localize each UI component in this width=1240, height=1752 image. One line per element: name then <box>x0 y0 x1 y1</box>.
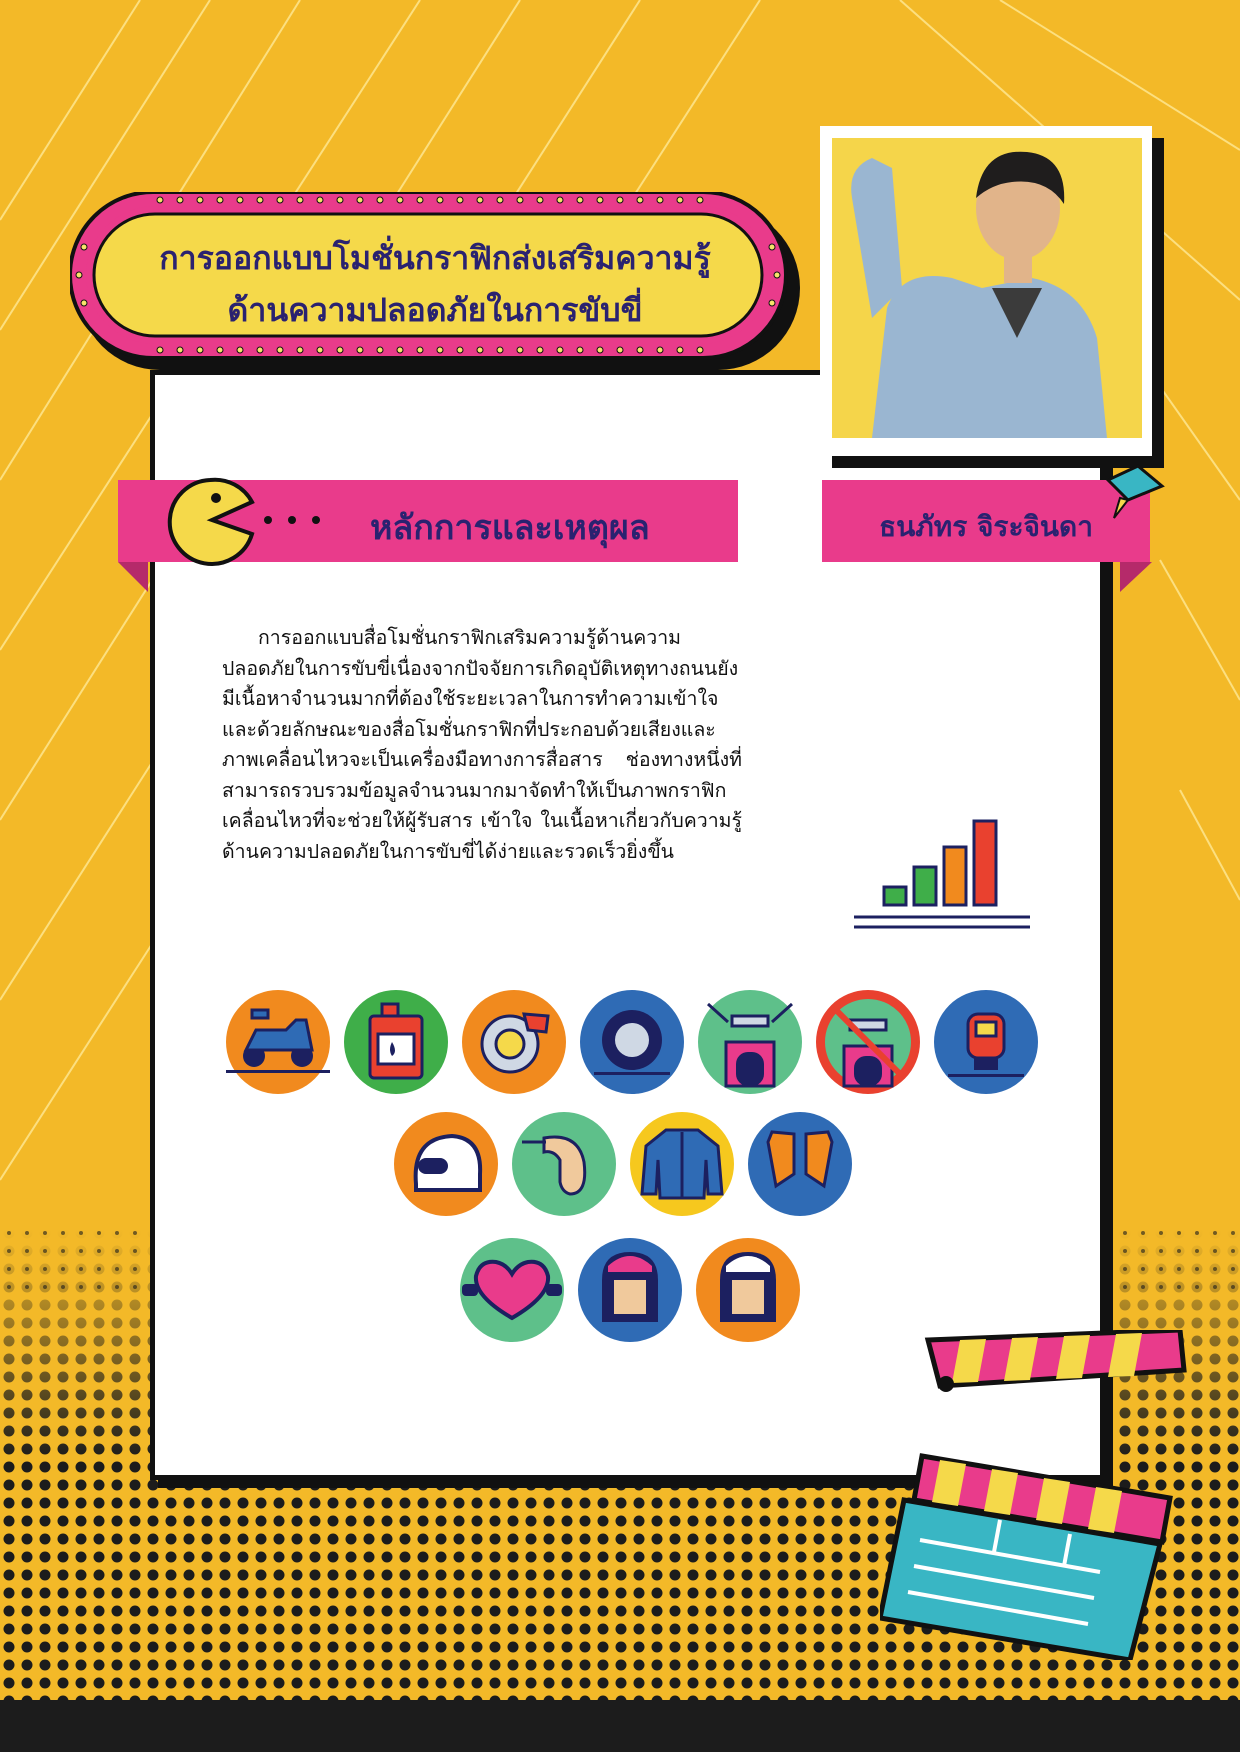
rider-navy-icon <box>696 1238 800 1342</box>
helmet-icon <box>394 1112 498 1216</box>
no-mirror-icon <box>816 990 920 1094</box>
page-title <box>140 232 730 336</box>
pacman-icon <box>160 472 340 572</box>
rider-pink-icon <box>578 1238 682 1342</box>
heart-face-icon <box>460 1238 564 1342</box>
body-paragraph: การออกแบบสื่อโมชั่นกราฟิกเสริมความรู้ด้านความปลอดภัยในการขับขี่เนื่องจากปัจจัยการเกิดอุบัติเหตุทางถนนยังมีเนื้อหาจำนวนมากที่ต้องใช้ระยะเวลาในการทำความเข้าใจ และด้วยลักษณะของสื่อโมชั่นกราฟิกที่ประกอบด้วยเสียงและภาพเคลื่อนไหวจะเป็นเครื่องมือทางการสื่อสาร ช่องทางหนึ่งที่สามารถรวบรวมข้อมูลจำนวนมากมาจัดทำให้เป็นภาพกราฟิกเคลื่อนไหวที่จะช่วยให้ผู้รับสาร เข้าใจ ในเนื้อหาเกี่ยวกับความรู้ด้านความปลอดภัยในการขับขี่ได้ง่ายและรวดเร็วยิ่งขึ้น <box>222 626 742 863</box>
bar-chart-icon <box>852 815 1032 935</box>
tire-icon <box>580 990 684 1094</box>
scooter-icon <box>226 990 330 1094</box>
earplug-icon <box>512 1112 616 1216</box>
title-line-1: การออกแบบโมชั่นกราฟิกส่งเสริมความรู้ <box>159 239 711 277</box>
kite-icon <box>1100 460 1170 520</box>
author-photo <box>832 138 1142 438</box>
author-name: ธนภัทร จิระจินดา <box>879 510 1093 543</box>
tail-light-icon <box>934 990 1038 1094</box>
clapperboard-icon <box>880 1330 1200 1660</box>
section-heading: หลักการและเหตุผล <box>370 508 650 548</box>
ribbon-fold-right <box>1120 562 1152 592</box>
gloves-icon <box>748 1112 852 1216</box>
oil-can-icon <box>344 990 448 1094</box>
ribbon-fold-left <box>118 562 148 592</box>
brake-disc-icon <box>462 990 566 1094</box>
jacket-icon <box>630 1112 734 1216</box>
mirror-icon <box>698 990 802 1094</box>
title-line-2: ด้านความปลอดภัยในการขับขี่ <box>227 291 643 329</box>
